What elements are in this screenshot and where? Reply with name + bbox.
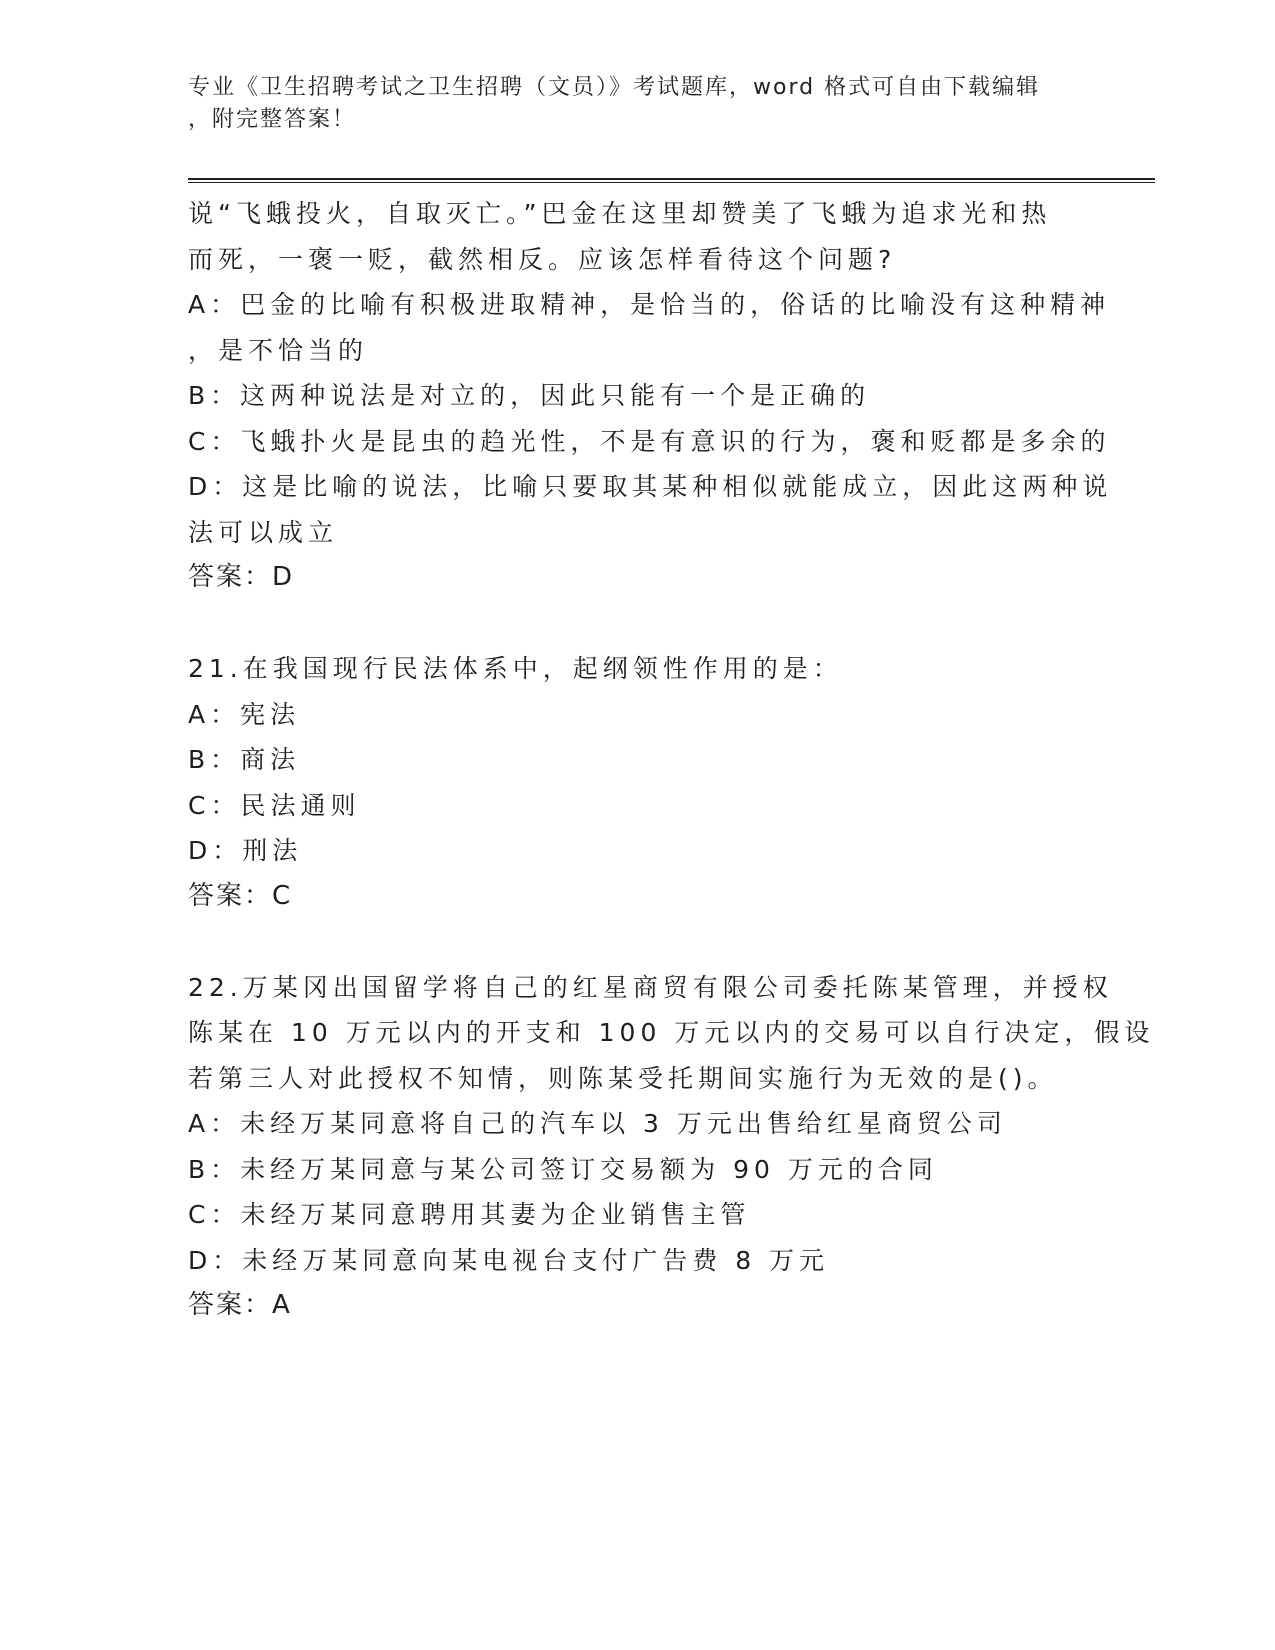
option-d: D：这是比喻的说法，比喻只要取其某种相似就能成立，因此这两种说 [188, 472, 1113, 501]
option-b: B：这两种说法是对立的，因此只能有一个是正确的 [188, 381, 871, 410]
option-a: A：未经万某同意将自己的汽车以 3 万元出售给红星商贸公司 [188, 1109, 1007, 1138]
question-spacer [188, 919, 1088, 965]
option-c: C：飞蛾扑火是昆虫的趋光性，不是有意识的行为，褒和贬都是多余的 [188, 426, 1111, 456]
header-divider [188, 178, 1155, 183]
option-d: D：刑法 [188, 836, 303, 865]
question-stem: 若第三人对此授权不知情，则陈某受托期间实施行为无效的是()。 [188, 1063, 1058, 1093]
question-content [188, 191, 1155, 1329]
question-stem: 21.在我国现行民法体系中，起纲领性作用的是： [188, 654, 843, 683]
question-stem: 说“飞蛾投火，自取灭亡。”巴金在这里却赞美了飞蛾为追求光和热 [188, 199, 1052, 228]
question-20 [188, 191, 1113, 601]
question-stem: 22.万某冈出国留学将自己的红星商贸有限公司委托陈某管理，并授权 [188, 972, 1113, 1002]
question-stem: 而死，一褒一贬，截然相反。应该怎样看待这个问题? [188, 244, 897, 274]
option-a: A：宪法 [188, 699, 301, 729]
option-c: C：民法通则 [188, 790, 361, 820]
question-21 [188, 646, 1088, 919]
option-a: A：巴金的比喻有积极进取精神，是恰当的，俗话的比喻没有这种精神 [188, 290, 1111, 319]
document-header [188, 72, 1068, 136]
option-d: 法可以成立 [188, 517, 339, 547]
option-b: B：未经万某同意与某公司签订交易额为 90 万元的合同 [188, 1154, 938, 1184]
header-title-line-1: 专业《卫生招聘考试之卫生招聘（文员）》考试题库，word 格式可自由下载编辑 [188, 75, 1041, 100]
question-spacer [188, 601, 1088, 647]
answer-label: 答案：D [188, 562, 295, 592]
question-stem: 陈某在 10 万元以内的开支和 100 万元以内的交易可以自行决定，假设 [188, 1018, 1155, 1047]
option-c: C：未经万某同意聘用其妻为企业销售主管 [188, 1200, 751, 1229]
option-b: B：商法 [188, 745, 301, 774]
option-d: D：未经万某同意向某电视台支付广告费 8 万元 [188, 1245, 830, 1275]
answer-label: 答案：A [188, 1290, 292, 1320]
header-title-line-2: ，附完整答案！ [188, 107, 357, 132]
answer-label: 答案：C [188, 880, 293, 911]
option-a: ，是不恰当的 [188, 335, 369, 365]
question-22 [188, 965, 1155, 1329]
